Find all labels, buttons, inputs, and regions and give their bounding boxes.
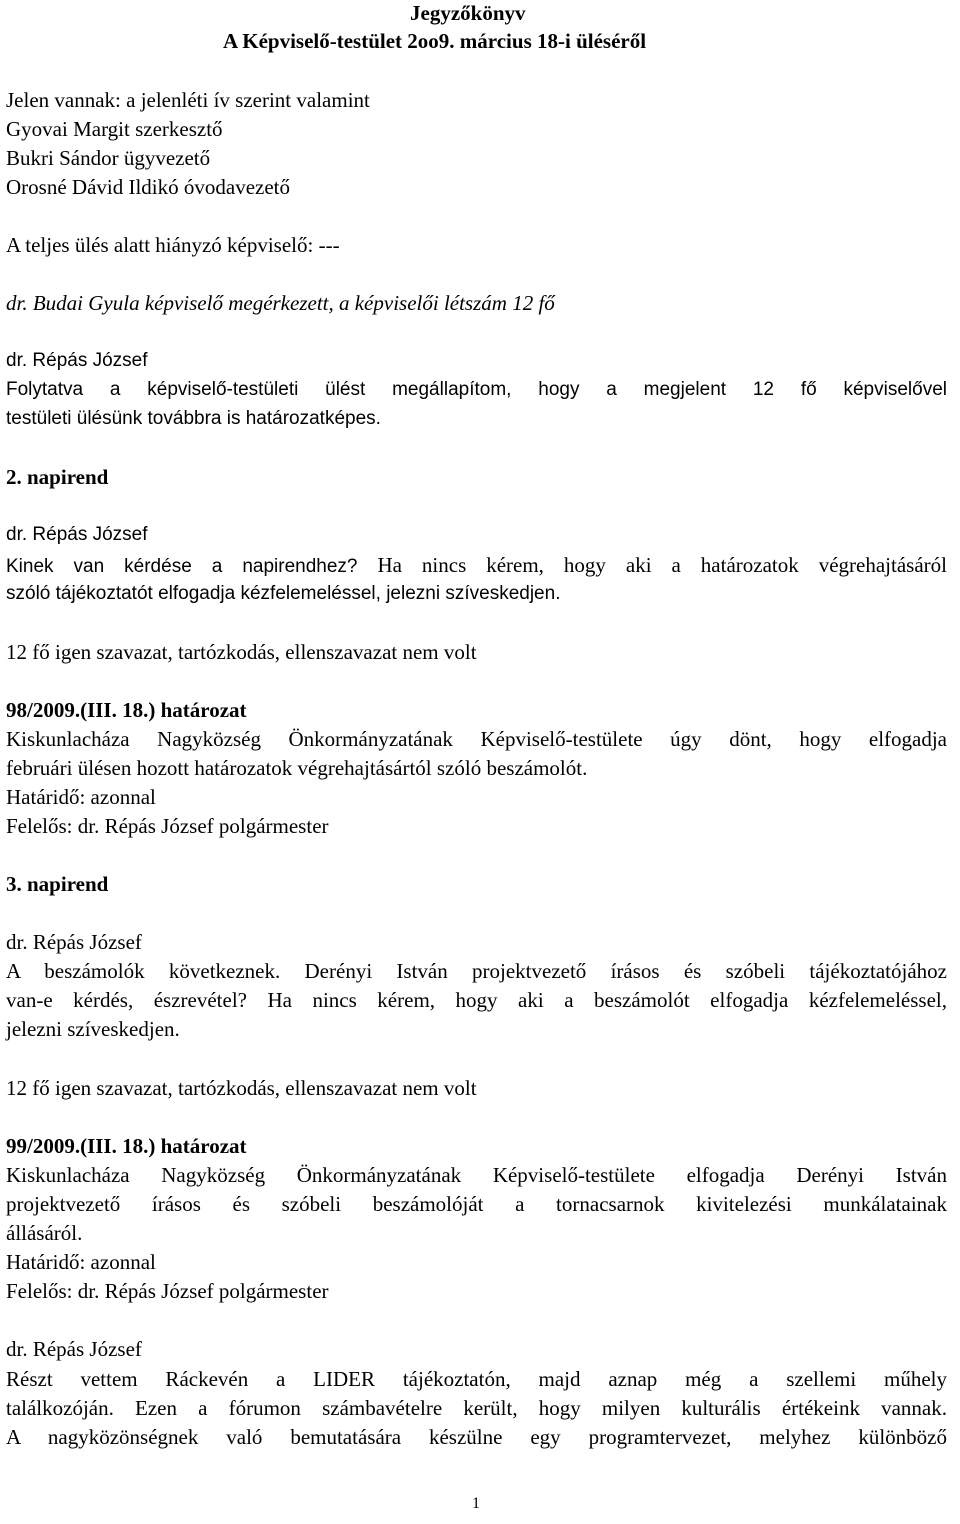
responsible: Felelős: dr. Répás József polgármester [6, 814, 329, 838]
responsible: Felelős: dr. Répás József polgármester [6, 1279, 329, 1303]
paragraph-line: szóló tájékoztatót elfogadja kézfelemeléssel, jelezni szíveskedjen. [6, 583, 561, 604]
arrival-note: dr. Budai Gyula képviselő megérkezett, a képviselői létszám 12 fő [6, 291, 555, 315]
paragraph-fragment: Ha nincs kérem, hogy aki a határozatok végrehajtásáról [357, 553, 947, 577]
paragraph-fragment: Kinek van kérdése a napirendhez? [6, 556, 358, 577]
vote-result: 12 fő igen szavazat, tartózkodás, ellenszavazat nem volt [6, 640, 477, 664]
agenda-heading: 2. napirend [6, 465, 109, 489]
paragraph-line: testületi ülésünk továbbra is határozatképes. [6, 408, 381, 429]
attendance-line: Bukri Sándor ügyvezető [6, 146, 211, 170]
resolution-text: Kiskunlacháza Nagyközség Önkormányzatának Képviselő-testülete elfogadja Derényi István [6, 1163, 947, 1187]
resolution-text: Kiskunlacháza Nagyközség Önkormányzatának Képviselő-testülete úgy dönt, hogy elfogadja [6, 727, 947, 751]
absent-line: A teljes ülés alatt hiányzó képviselő: --- [6, 233, 340, 257]
speaker-name: dr. Répás József [6, 1337, 142, 1361]
paragraph-line: Folytatva a képviselő-testületi ülést megállapítom, hogy a megjelent 12 fő képviselővel [6, 379, 947, 400]
paragraph-line [6, 552, 947, 578]
vote-result: 12 fő igen szavazat, tartózkodás, ellenszavazat nem volt [6, 1076, 477, 1100]
resolution-id: 98/2009.(III. 18.) határozat [6, 698, 247, 722]
paragraph-line: van-e kérdés, észrevétel? Ha nincs kérem, hogy aki a beszámolót elfogadja kézfelemeléssel, [6, 988, 947, 1012]
speaker-name: dr. Répás József [6, 930, 142, 954]
paragraph-line: jelezni szíveskedjen. [6, 1017, 180, 1041]
paragraph-line: találkozóján. Ezen a fórumon számbavételre került, hogy milyen kulturális értékeink vannak. [6, 1396, 947, 1420]
resolution-id: 99/2009.(III. 18.) határozat [6, 1134, 247, 1158]
document-title: Jegyzőkönyv [410, 1, 526, 25]
attendance-line: Jelen vannak: a jelenléti ív szerint valamint [6, 88, 370, 112]
deadline: Határidő: azonnal [6, 1250, 156, 1274]
agenda-heading: 3. napirend [6, 872, 109, 896]
attendance-line: Gyovai Margit szerkesztő [6, 117, 223, 141]
resolution-text: februári ülésen hozott határozatok végrehajtásártól szóló beszámolót. [6, 756, 588, 780]
document-subtitle: A Képviselő-testület 2oo9. március 18-i üléséről [223, 29, 647, 53]
speaker-name: dr. Répás József [6, 524, 148, 545]
page-number: 1 [472, 1495, 480, 1512]
paragraph-line: Részt vettem Ráckevén a LIDER tájékoztatón, majd aznap még a szellemi műhely [6, 1367, 947, 1391]
paragraph-line: A beszámolók következnek. Derényi István projektvezető írásos és szóbeli tájékoztatójához [6, 959, 947, 983]
resolution-text: projektvezető írásos és szóbeli beszámolóját a tornacsarnok kivitelezési munkálatainak [6, 1192, 947, 1216]
paragraph-line: A nagyközönségnek való bemutatására készülne egy programtervezet, melyhez különböző [6, 1425, 947, 1449]
resolution-text: állásáról. [6, 1221, 83, 1245]
speaker-name: dr. Répás József [6, 350, 148, 371]
attendance-line: Orosné Dávid Ildikó óvodavezető [6, 175, 291, 199]
deadline: Határidő: azonnal [6, 785, 156, 809]
